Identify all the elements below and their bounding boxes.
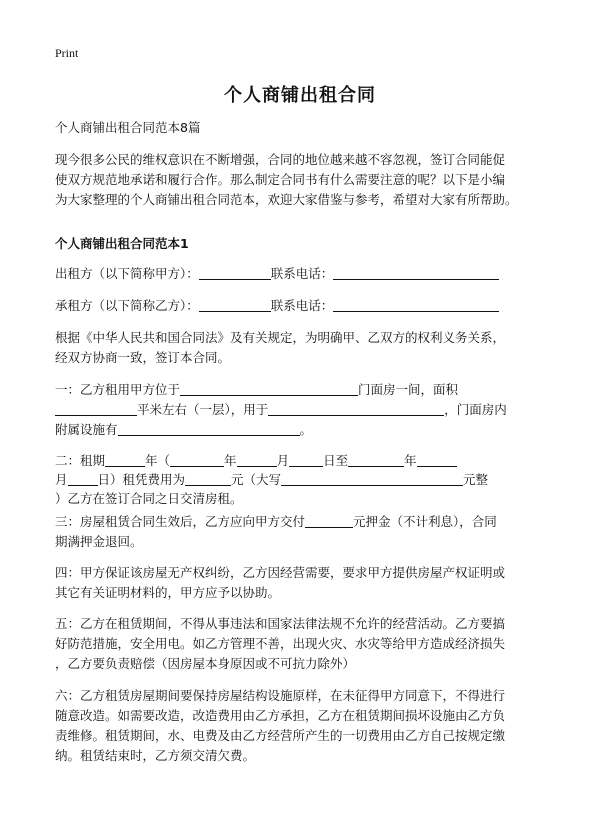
party-a-phone-label: 联系电话： bbox=[270, 266, 334, 281]
clause1-facilities-blank bbox=[118, 421, 300, 436]
clause2-paren: （ bbox=[157, 453, 171, 468]
clause1-text-a: 一：乙方租用甲方位于 bbox=[55, 382, 181, 397]
clause2-rent-blank bbox=[185, 471, 231, 486]
clause3-deposit-blank bbox=[305, 513, 353, 528]
party-b-phone-blank bbox=[333, 297, 499, 312]
intro-line-3: 为大家整理的个人商铺出租合同范本，欢迎大家借鉴与参考，希望对大家有所帮助。 bbox=[55, 192, 518, 207]
clause3-text-b: 元押金（不计利息），合同 bbox=[353, 514, 497, 529]
clause2-end-month-blank bbox=[417, 452, 457, 467]
clause2-line-1 bbox=[55, 451, 457, 471]
clause1-use-blank bbox=[268, 401, 444, 416]
clause6-line-3: 责维修。租赁期间，水、电费及由乙方经营所产生的一切费用由乙方自己按规定缴 bbox=[55, 728, 506, 743]
intro-line-1: 现今很多公民的维权意识在不断增强，合同的地位越来越不容忽视，签订合同能促 bbox=[55, 152, 506, 167]
clause2-year-label: 年 bbox=[145, 453, 158, 468]
clause5-line-3: ，乙方要负责赔偿（因房屋本身原因或不可抗力除外） bbox=[55, 656, 356, 671]
clause2-daxie-blank bbox=[281, 471, 463, 486]
clause5-line-1: 五：乙方在租赁期间，不得从事违法和国家法律法规不允许的经营活动。乙方要搞 bbox=[55, 616, 506, 631]
basis-line-2: 经双方协商一致，签订本合同。 bbox=[55, 350, 231, 365]
section-heading: 个人商铺出租合同范本1 bbox=[55, 236, 189, 251]
party-b-name-blank bbox=[199, 297, 271, 312]
clause2-zheng-label: 元整 bbox=[463, 472, 489, 487]
clause1-line-1 bbox=[55, 380, 458, 400]
party-b-label: 承租方（以下简称乙方）： bbox=[55, 298, 199, 313]
clause2-text-a: 二：租期 bbox=[55, 453, 106, 468]
party-b-phone-label: 联系电话： bbox=[270, 298, 334, 313]
clause2-to-label: 日至 bbox=[323, 453, 349, 468]
clause1-text-e: 附属设施有 bbox=[55, 422, 118, 437]
clause1-text-d: ，门面房内 bbox=[444, 402, 507, 417]
print-link[interactable]: Print bbox=[55, 46, 79, 60]
clause2-end-year-blank bbox=[348, 452, 404, 467]
clause1-text-f: 。 bbox=[299, 422, 313, 437]
party-a-label: 出租方（以下简称甲方）： bbox=[55, 266, 199, 281]
clause2-line-2 bbox=[55, 470, 488, 490]
party-a-row bbox=[55, 264, 499, 284]
clause2-end-year-label: 年 bbox=[404, 453, 417, 468]
clause2-start-day-blank bbox=[289, 452, 323, 467]
clause1-area-blank bbox=[55, 401, 137, 416]
clause1-line-2 bbox=[55, 400, 507, 420]
clause4-line-2: 其它有关证明材料的，甲方应予以协助。 bbox=[55, 585, 281, 600]
clause2-end-day-blank bbox=[68, 471, 98, 486]
clause2-start-month-label: 月 bbox=[276, 453, 290, 468]
clause2-start-year-label: 年 bbox=[224, 453, 237, 468]
intro-line-2: 使双方规范地承诺和履行合作。那么制定合同书有什么需要注意的呢？以下是小编 bbox=[55, 172, 506, 187]
basis-line-1: 根据《中华人民共和国合同法》及有关规定，为明确甲、乙双方的权利义务关系， bbox=[55, 330, 506, 345]
clause5-line-2: 好防范措施，安全用电。如乙方管理不善，出现火灾、水灾等给甲方造成经济损失 bbox=[55, 636, 506, 651]
clause1-location-blank bbox=[180, 381, 358, 396]
clause2-start-year-blank bbox=[170, 452, 224, 467]
party-b-row bbox=[55, 296, 499, 316]
clause2-end-month-label: 月 bbox=[55, 472, 68, 487]
clause6-line-1: 六：乙方租赁房屋期间要保持房屋结构设施原样，在未征得甲方同意下，不得进行 bbox=[55, 688, 506, 703]
clause2-years-blank bbox=[105, 452, 145, 467]
clause1-text-b: 门面房一间，面积 bbox=[358, 382, 459, 397]
clause2-start-month-blank bbox=[237, 452, 277, 467]
party-a-name-blank bbox=[199, 265, 271, 280]
subtitle: 个人商铺出租合同范本8篇 bbox=[55, 120, 201, 135]
clause1-line-3 bbox=[55, 420, 312, 440]
clause3-line-2: 期满押金退回。 bbox=[55, 534, 143, 549]
clause3-line-1 bbox=[55, 512, 497, 532]
clause4-line-1: 四：甲方保证该房屋无产权纠纷，乙方因经营需要，要求甲方提供房屋产权证明或 bbox=[55, 565, 506, 580]
page-title: 个人商铺出租合同 bbox=[224, 85, 376, 106]
clause2-daxie-label: 元（大写 bbox=[231, 472, 282, 487]
clause6-line-2: 随意改造。如需要改造，改造费用由乙方承担，乙方在租赁期间损坏设施由乙方负 bbox=[55, 708, 506, 723]
party-a-phone-blank bbox=[333, 265, 499, 280]
clause3-text-a: 三：房屋租赁合同生效后，乙方应向甲方交付 bbox=[55, 514, 306, 529]
clause2-rent-label: 日）租凭费用为 bbox=[97, 472, 186, 487]
clause2-line-3: ）乙方在签订合同之日交清房租。 bbox=[55, 491, 243, 506]
clause1-text-c: 平米左右（一层），用于 bbox=[137, 402, 269, 417]
clause6-line-4: 纳。租赁结束时，乙方须交清欠费。 bbox=[55, 748, 256, 763]
